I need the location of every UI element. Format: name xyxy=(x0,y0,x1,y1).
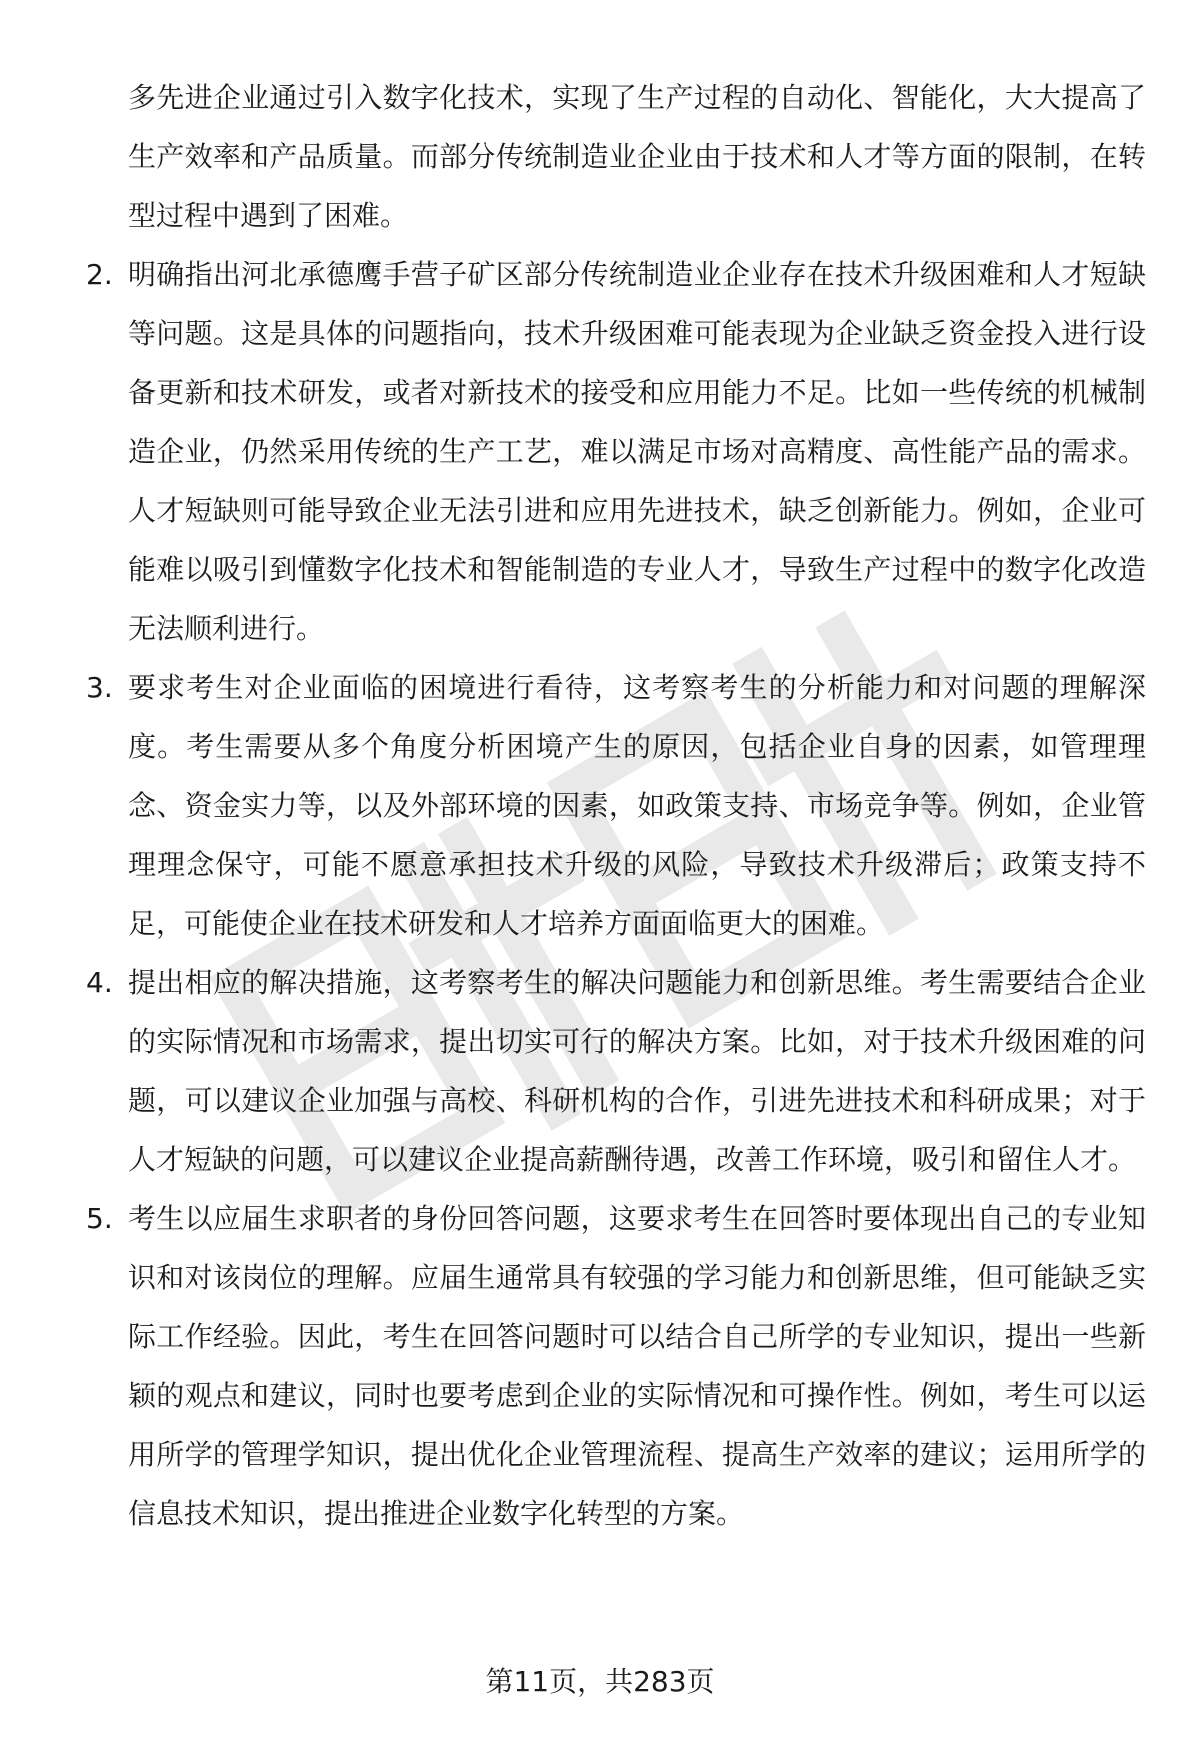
list-item-number: 5. xyxy=(86,1202,113,1235)
list-item xyxy=(86,658,1146,953)
list-item-text: 明确指出河北承德鹰手营子矿区部分传统制造业企业存在技术升级困难和人才短缺等问题。这是具体的问题指向，技术升级困难可能表现为企业缺乏资金投入进行设备更新和技术研发，或者对新技术的接受和应用能力不足。比如一些传统的机械制造企业，仍然采用传统的生产工艺，难以满足市场对高精度、高性能产品的需求。人才短缺则可能导致企业无法引进和应用先进技术，缺乏创新能力。例如，企业可能难以吸引到懂数字化技术和智能制造的专业人才，导致生产过程中的数字化改造无法顺利进行。 xyxy=(128,258,1146,645)
list-item xyxy=(86,245,1146,658)
document-body xyxy=(86,68,1146,1543)
page-footer: 第11页，共283页 xyxy=(485,1665,715,1698)
list-item-number: 3. xyxy=(86,671,113,704)
list-item-text: 要求考生对企业面临的困境进行看待，这考察考生的分析能力和对问题的理解深度。考生需要从多个角度分析困境产生的原因，包括企业自身的因素，如管理理念、资金实力等，以及外部环境的因素，如政策支持、市场竞争等。例如，企业管理理念保守，可能不愿意承担技术升级的风险，导致技术升级滞后；政策支持不足，可能使企业在技术研发和人才培养方面面临更大的困难。 xyxy=(128,671,1146,940)
list-item xyxy=(86,953,1146,1189)
continuation-paragraph: 多先进企业通过引入数字化技术，实现了生产过程的自动化、智能化，大大提高了生产效率和产品质量。而部分传统制造业企业由于技术和人才等方面的限制，在转型过程中遇到了困难。 xyxy=(128,81,1146,232)
list-item xyxy=(86,1189,1146,1543)
list-item-text: 提出相应的解决措施，这考察考生的解决问题能力和创新思维。考生需要结合企业的实际情况和市场需求，提出切实可行的解决方案。比如，对于技术升级困难的问题，可以建议企业加强与高校、科研机构的合作，引进先进技术和科研成果；对于人才短缺的问题，可以建议企业提高薪酬待遇，改善工作环境，吸引和留住人才。 xyxy=(128,966,1146,1176)
list-item-text: 考生以应届生求职者的身份回答问题，这要求考生在回答时要体现出自己的专业知识和对该岗位的理解。应届生通常具有较强的学习能力和创新思维，但可能缺乏实际工作经验。因此，考生在回答问题时可以结合自己所学的专业知识，提出一些新颖的观点和建议，同时也要考虑到企业的实际情况和可操作性。例如，考生可以运用所学的管理学知识，提出优化企业管理流程、提高生产效率的建议；运用所学的信息技术知识，提出推进企业数字化转型的方案。 xyxy=(128,1202,1146,1530)
list-item-number: 2. xyxy=(86,258,113,291)
list-item-number: 4. xyxy=(86,966,113,999)
